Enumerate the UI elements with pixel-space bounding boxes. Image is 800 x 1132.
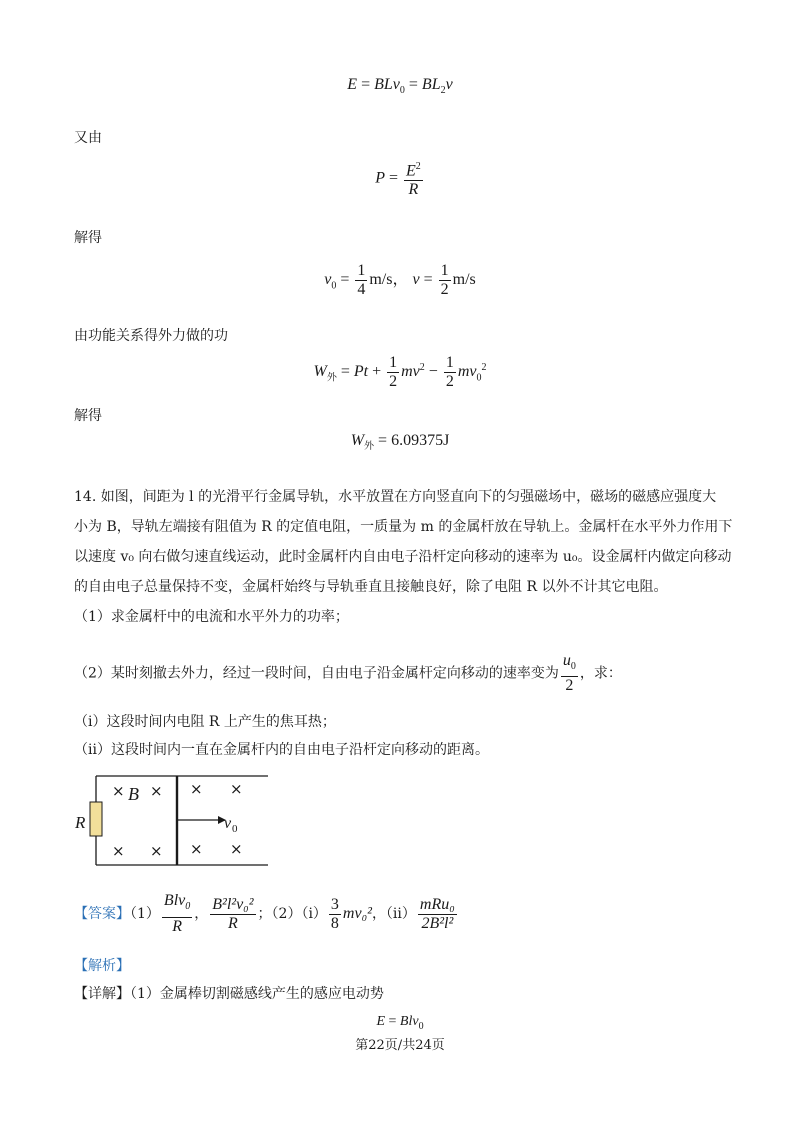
cross-mark: × [230, 780, 243, 798]
answer-line: 【答案】（1） $\frac{Blv_0}{R}$ ， $\frac{\text{B²l²v₀²}}{R}$ ；（2）（i） $\frac{3}{8}$ mv₀²，（ii） $\frac{\text{mRu₀}}{\text{2B²l²}}$ [74, 892, 455, 935]
page-footer: 第22页/共24页 [355, 1038, 445, 1053]
equation-emf-2: E = Blv$_0$ [376, 1014, 424, 1032]
cross-mark: × [112, 782, 125, 800]
text-jiede-1: 解得 [74, 230, 102, 246]
analysis-tag: 【解析】 [74, 958, 130, 974]
text-youyou: 又由 [74, 130, 102, 146]
label-B: B [128, 784, 139, 804]
detail-line: 【详解】（1）金属棒切割磁感线产生的感应电动势 [74, 986, 384, 1002]
text-jiede-2: 解得 [74, 408, 102, 424]
circuit-figure [72, 770, 272, 870]
equation-emf-1: $E = BLv_0 = BL_2v$ [347, 76, 453, 97]
question-1: （1）求金属杆中的电流和水平外力的功率； [74, 609, 349, 625]
resistor [90, 802, 102, 836]
cross-mark: × [150, 782, 163, 800]
detail-tag: 【详解】 [74, 986, 130, 1002]
equation-velocities: $v_0$ = $\frac{1}{4}$ m/s， v = $\frac{1}{2}$ m/s [324, 262, 476, 298]
equation-work: $W_外 = Pt$ + $\frac{1}{2}$ $mv^2$ − $\frac{1}{2}$ $mv_0^2$ [313, 354, 487, 390]
question-2: （2）某时刻撤去外力，经过一段时间，自由电子沿金属杆定向移动的速率变为 $\frac{u_0}{2}$ ，求： [74, 652, 622, 695]
cross-mark: × [190, 780, 203, 798]
cross-mark: × [230, 840, 243, 858]
answer-tag: 【答案】 [74, 906, 130, 922]
label-v: v [224, 815, 232, 832]
question-2-ii: （ii）这段时间内一直在金属杆内的自由电子沿杆定向移动的距离。 [74, 742, 489, 758]
equation-power: P = $\frac{E^2}{R}$ [0, 158, 800, 199]
cross-mark: × [112, 842, 125, 860]
label-R: R [75, 813, 86, 832]
cross-mark: × [150, 842, 163, 860]
equation-work-result: $W_外 = 6.09375J$ [350, 432, 450, 453]
cross-mark: × [190, 840, 203, 858]
svg-text:0: 0 [232, 823, 238, 835]
text-gongneng: 由功能关系得外力做的功 [74, 328, 228, 344]
problem-14-statement: 14. 如图，间距为 l 的光滑平行金属导轨，水平放置在方向竖直向下的匀强磁场中，磁场的磁感应强度大 小为 B，导轨左端接有阻值为 R 的定值电阻，一质量为 m 的金属杆放在导轨上。金属杆在水平外力作用下 以速度 v₀ 向右做匀速直线运动，此时金属杆内自由电子沿杆定向移动的速率为 u₀。设金属杆内做定向移动 的自由电子总量保持不变，金属杆始终与导轨垂直且接触良好，除了电阻 R 以外不计其它电阻。 （1）求金属杆中的电流和水平外力的功率； [74, 482, 734, 632]
question-2-i: （i）这段时间内电阻 R 上产生的焦耳热； [74, 714, 336, 730]
problem-number: 14. [74, 489, 97, 505]
